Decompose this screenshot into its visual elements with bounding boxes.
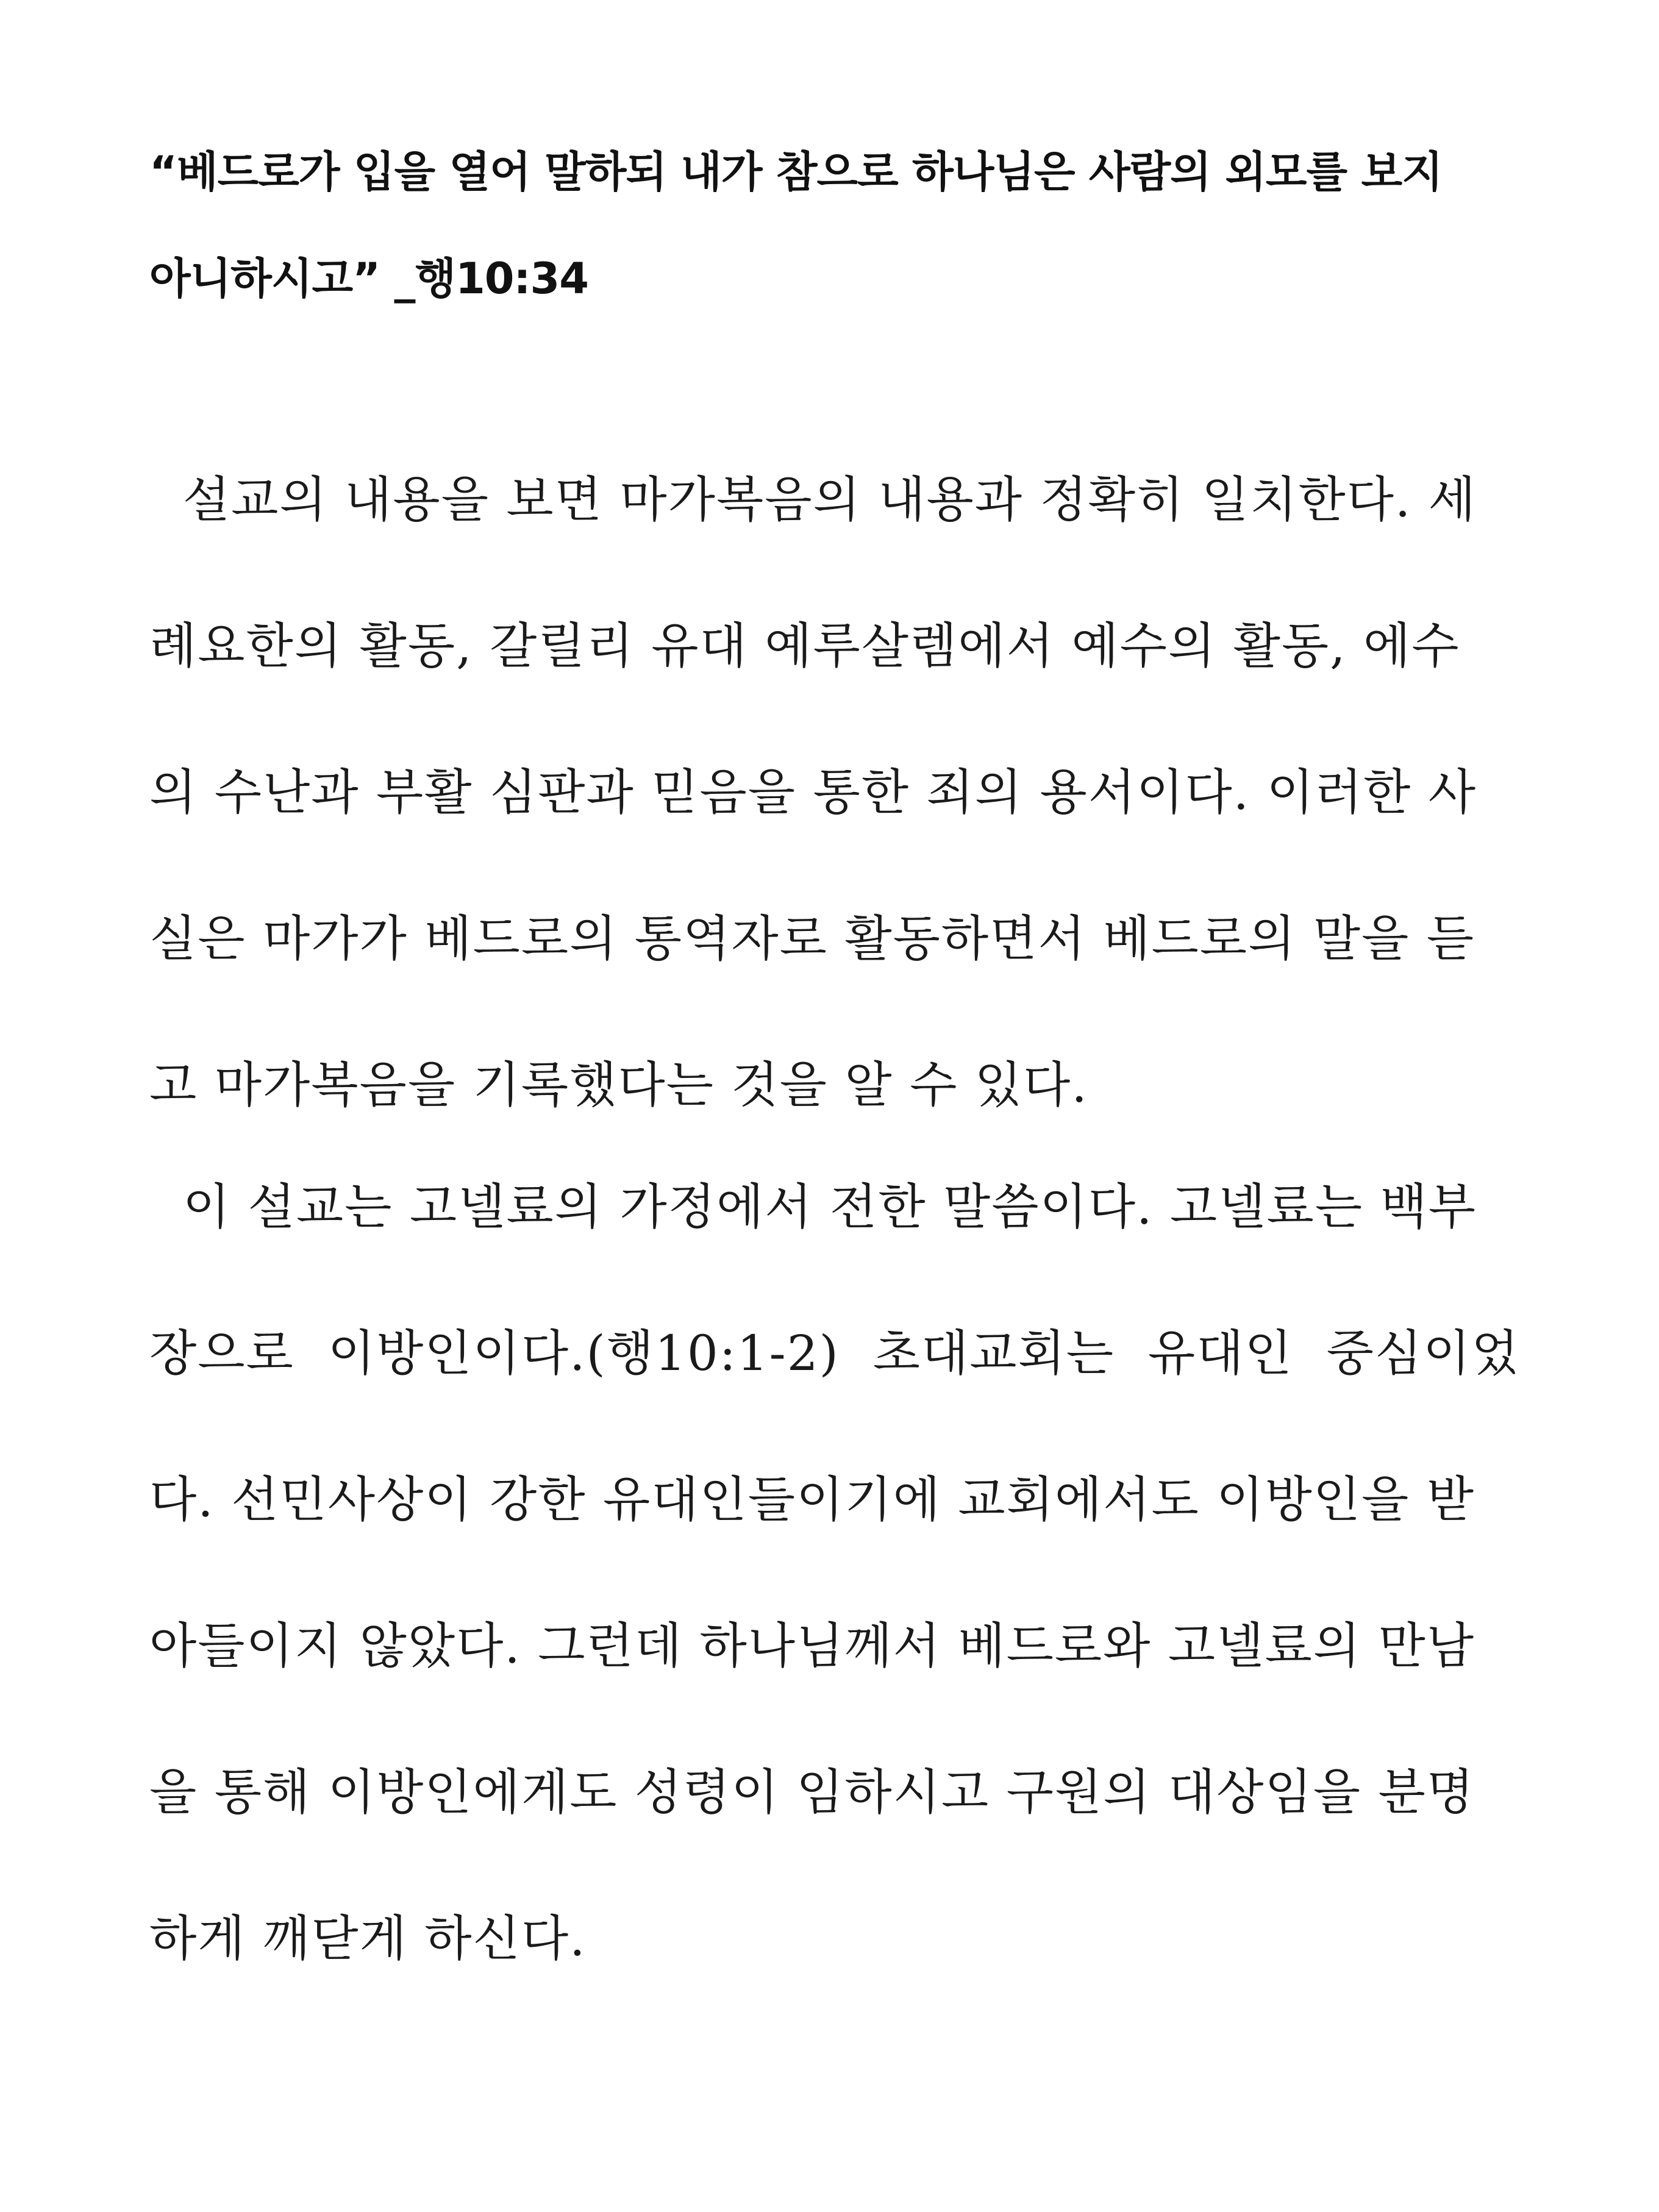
quote-line-2: 아니하시고” _행10:34	[149, 254, 588, 304]
paragraph-line: 장으로 이방인이다.(행10:1-2) 초대교회는 유대인 중심이었	[149, 1325, 1520, 1382]
paragraph-line: 을 통해 이방인에게도 성령이 임하시고 구원의 대상임을 분명	[149, 1764, 1475, 1821]
paragraph-line: 이 설교는 고넬료의 가정에서 전한 말씀이다. 고넬료는 백부	[149, 1179, 1477, 1235]
paragraph-sermon-content	[149, 427, 1533, 1158]
paragraph-line: 다. 선민사상이 강한 유대인들이기에 교회에서도 이방인을 받	[149, 1471, 1475, 1528]
paragraph-line: 하게 깨닫게 하신다.	[149, 1910, 587, 1967]
paragraph-line: 설교의 내용을 보면 마가복음의 내용과 정확히 일치한다. 세	[149, 471, 1477, 528]
quote-line-1: “베드로가 입을 열어 말하되 내가 참으로 하나님은 사람의 외모를 보지	[149, 147, 1443, 197]
paragraph-cornelius	[149, 1134, 1533, 2012]
paragraph-line: 의 수난과 부활 심판과 믿음을 통한 죄의 용서이다. 이러한 사	[149, 764, 1477, 821]
paragraph-line: 실은 마가가 베드로의 통역자로 활동하면서 베드로의 말을 듣	[149, 910, 1475, 967]
paragraph-line: 아들이지 않았다. 그런데 하나님께서 베드로와 고넬료의 만남	[149, 1618, 1475, 1674]
paragraph-line: 고 마가복음을 기록했다는 것을 알 수 있다.	[149, 1057, 1088, 1113]
scripture-quote-heading	[149, 119, 1515, 332]
paragraph-line: 례요한의 활동, 갈릴리 유대 예루살렘에서 예수의 활동, 에수	[149, 618, 1460, 674]
